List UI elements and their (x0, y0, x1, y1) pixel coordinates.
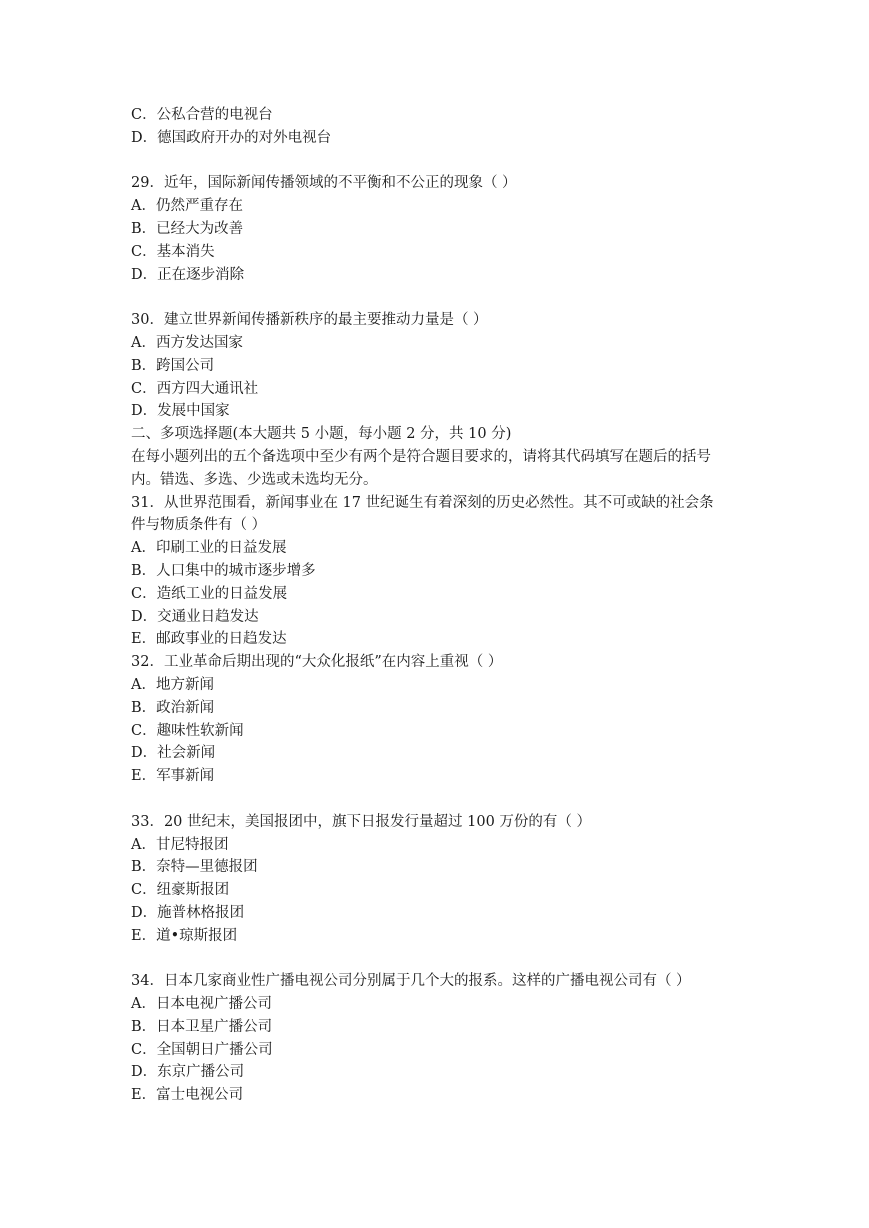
section-2-heading: 二、多项选择题(本大题共 5 小题，每小题 2 分，共 10 分) (131, 426, 512, 443)
question-29-option-c: C．基本消失 (131, 243, 215, 260)
question-31-option-d: D．交通业日趋发达 (131, 608, 259, 625)
spacer (131, 286, 751, 309)
question-33-option-e: E．道•琼斯报团 (131, 927, 238, 944)
spacer (131, 150, 751, 173)
question-33-option-a: A．甘尼特报团 (131, 836, 229, 853)
question-30-stem: 30．建立世界新闻传播新秩序的最主要推动力量是（ ） (131, 312, 488, 329)
question-33-stem: 33．20 世纪末，美国报团中，旗下日报发行量超过 100 万份的有（ ） (131, 813, 592, 830)
question-29-option-d: D．正在逐步消除 (131, 266, 245, 283)
question-34-option-d: D．东京广播公司 (131, 1064, 245, 1081)
question-34-option-b: B．日本卫星广播公司 (131, 1018, 273, 1035)
question-31-option-a: A．印刷工业的日益发展 (131, 540, 287, 557)
section-2-instructions-line-2: 内。错选、多选、少选或未选均无分。 (131, 471, 378, 488)
spacer (131, 788, 751, 811)
question-34-option-e: E．富士电视公司 (131, 1087, 244, 1104)
question-33-option-d: D．施普林格报团 (131, 904, 245, 921)
question-31-stem-line-1: 31．从世界范围看，新闻事业在 17 世纪诞生有着深刻的历史必然性。其不可或缺的社会条 (131, 494, 714, 511)
question-32-option-d: D．社会新闻 (131, 745, 216, 762)
question-33-option-b: B．奈特—里德报团 (131, 859, 258, 876)
question-33-option-c: C．纽豪斯报团 (131, 882, 230, 899)
question-32-option-c: C．趣味性软新闻 (131, 722, 244, 739)
question-34-option-c: C．全国朝日广播公司 (131, 1041, 273, 1058)
question-30-option-a: A．西方发达国家 (131, 334, 243, 351)
exam-page (131, 104, 751, 1107)
section-2-instructions-line-1: 在每小题列出的五个备选项中至少有两个是符合题目要求的，请将其代码填写在题后的括号 (131, 448, 711, 465)
question-32-option-b: B．政治新闻 (131, 699, 215, 716)
question-30-option-d: D．发展中国家 (131, 403, 230, 420)
spacer (131, 947, 751, 970)
question-29-option-b: B．已经大为改善 (131, 220, 244, 237)
question-32-stem: 32．工业革命后期出现的“大众化报纸”在内容上重视（ ） (131, 654, 503, 671)
question-34-stem: 34．日本几家商业性广播电视公司分别属于几个大的报系。这样的广播电视公司有（ ） (131, 973, 691, 990)
question-29-stem: 29．近年，国际新闻传播领域的不平衡和不公正的现象（ ） (131, 175, 517, 192)
option-d: D．德国政府开办的对外电视台 (131, 129, 332, 146)
question-32-option-a: A．地方新闻 (131, 676, 214, 693)
option-c: C．公私合营的电视台 (131, 107, 273, 123)
question-31-option-e: E．邮政事业的日趋发达 (131, 631, 287, 648)
question-32-option-e: E．军事新闻 (131, 768, 215, 785)
question-30-option-b: B．跨国公司 (131, 357, 215, 374)
question-31-option-b: B．人口集中的城市逐步增多 (131, 562, 316, 579)
question-34-option-a: A．日本电视广播公司 (131, 996, 272, 1013)
question-29-option-a: A．仍然严重存在 (131, 198, 243, 215)
question-31-stem-line-2: 件与物质条件有（ ） (131, 517, 267, 534)
question-30-option-c: C．西方四大通讯社 (131, 380, 259, 397)
question-31-option-c: C．造纸工业的日益发展 (131, 585, 288, 602)
